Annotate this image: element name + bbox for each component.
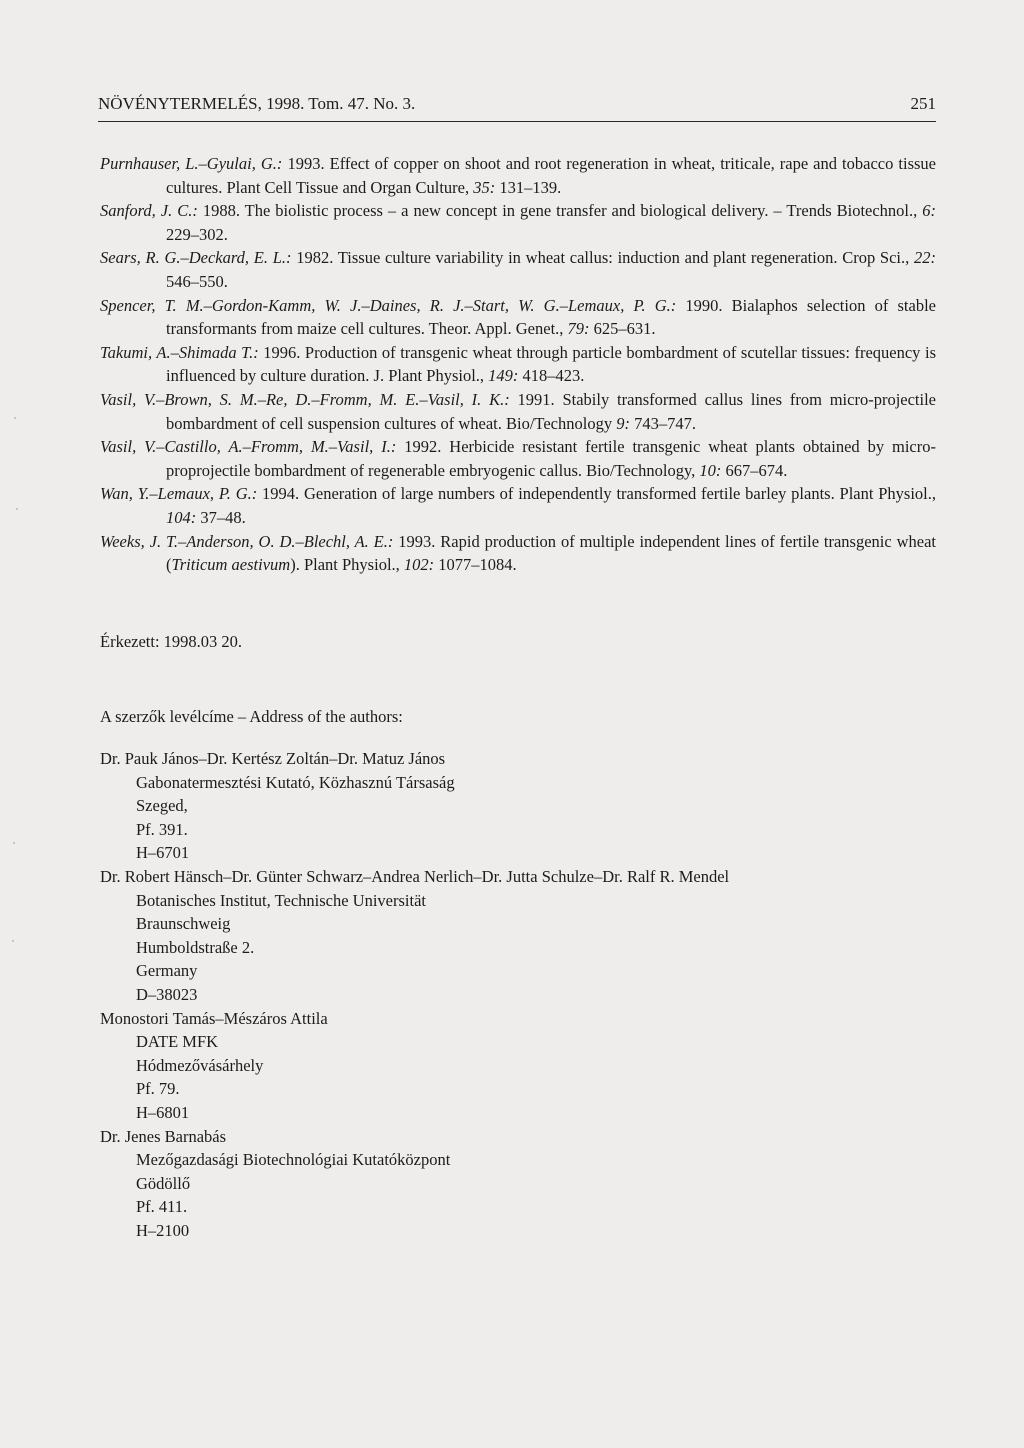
journal-citation: NÖVÉNYTERMELÉS, 1998. Tom. 47. No. 3. — [98, 94, 416, 113]
reference-pages: 667–674. — [721, 460, 788, 480]
reference-authors: Purnhauser, L.–Gyulai, G.: — [100, 154, 283, 173]
reference-authors: Vasil, V.–Castillo, A.–Fromm, M.–Vasil, I.: — [100, 437, 397, 457]
reference-entry — [100, 199, 936, 246]
address-line: D–38023 — [136, 984, 198, 1004]
address-line: Humboldstraße 2. — [136, 937, 255, 957]
scan-speck — [13, 842, 15, 844]
address-line: Pf. 411. — [136, 1197, 188, 1217]
reference-text: 1990. Bialaphos selection of stable transformants from maize cell cultures. Theor. Appl. Genet., — [166, 295, 936, 339]
address-heading: A szerzők levélcíme – Address of the authors: — [100, 707, 403, 726]
reference-list — [100, 152, 936, 577]
header-rule — [98, 121, 936, 122]
address-line: DATE MFK — [136, 1032, 219, 1052]
address-line: Szeged, — [136, 796, 188, 816]
reference-authors: Wan, Y.–Lemaux, P. G.: — [100, 484, 258, 504]
address-line: Gabonatermesztési Kutató, Közhasznú Társaság — [136, 772, 455, 792]
reference-text: 1996. Production of transgenic wheat through particle bombardment of scutellar tissues: frequency is influenced by culture duration. J. Plant Physiol., — [166, 342, 936, 386]
reference-entry — [100, 435, 936, 482]
address-line: Gödöllő — [136, 1173, 191, 1193]
scan-speck — [12, 940, 14, 942]
reference-volume: 9: — [616, 413, 630, 433]
author-addresses — [100, 747, 936, 1242]
reference-entry — [100, 530, 936, 577]
address-line: Braunschweig — [136, 914, 231, 934]
reference-entry — [100, 341, 936, 388]
scan-speck — [14, 417, 16, 419]
reference-pages: 229–302. — [166, 224, 228, 244]
running-header — [98, 93, 936, 115]
reference-pages: 131–139. — [495, 177, 562, 197]
address-line: H–6801 — [136, 1102, 190, 1122]
reference-text: 1982. Tissue culture variability in wheat callus: induction and plant regeneration. Crop Sci., — [291, 248, 914, 268]
address-line: Pf. 79. — [136, 1079, 180, 1099]
reference-pages: 37–48. — [196, 507, 246, 527]
scan-speck — [16, 508, 18, 510]
reference-volume: 22: — [914, 248, 936, 268]
reference-authors: Spencer, T. M.–Gordon-Kamm, W. J.–Daines, R. J.–Start, W. G.–Lemaux, P. G.: — [100, 295, 677, 315]
author-names: Dr. Jenes Barnabás — [100, 1126, 227, 1146]
reference-pages: 743–747. — [629, 413, 696, 433]
reference-species: Triticum aestivum — [171, 555, 291, 575]
reference-text: 1994. Generation of large numbers of independently transformed fertile barley plants. Plant Physiol., — [257, 484, 936, 504]
address-line: H–6701 — [136, 843, 190, 863]
reference-pages: 418–423. — [518, 366, 585, 386]
address-block — [100, 865, 936, 1007]
reference-text: ). Plant Physiol., — [290, 555, 404, 575]
address-line: Pf. 391. — [136, 819, 188, 839]
reference-volume: 35: — [473, 177, 496, 197]
reference-text: 1993. Effect of copper on shoot and root regeneration in wheat, triticale, rape and tobacco tissue cultures. Plant Cell Tissue and Organ Culture, — [166, 154, 936, 197]
author-names: Dr. Robert Hänsch–Dr. Günter Schwarz–Andrea Nerlich–Dr. Jutta Schulze–Dr. Ralf R. Mendel — [100, 866, 730, 886]
author-names: Dr. Pauk János–Dr. Kertész Zoltán–Dr. Matuz János — [100, 749, 446, 768]
reference-volume: 6: — [922, 201, 936, 221]
address-line: Hódmezővásárhely — [136, 1055, 264, 1075]
received-date: Érkezett: 1998.03 20. — [100, 632, 243, 651]
reference-entry — [100, 246, 936, 293]
reference-text: 1993. Rapid production of multiple independent lines of fertile transgenic wheat ( — [166, 531, 936, 575]
reference-entry — [100, 482, 936, 529]
address-line: H–2100 — [136, 1220, 190, 1240]
address-line: Mezőgazdasági Biotechnológiai Kutatóközpont — [136, 1150, 451, 1170]
address-block — [100, 747, 936, 865]
reference-authors: Takumi, A.–Shimada T.: — [100, 342, 259, 362]
address-line: Germany — [136, 961, 198, 981]
address-block — [100, 1125, 936, 1243]
reference-authors: Sears, R. G.–Deckard, E. L.: — [100, 248, 292, 268]
address-line: Botanisches Institut, Technische Universität — [136, 890, 426, 910]
author-names: Monostori Tamás–Mészáros Attila — [100, 1008, 328, 1028]
reference-volume: 149: — [488, 366, 519, 386]
reference-volume: 102: — [403, 555, 435, 575]
reference-volume: 104: — [166, 507, 197, 527]
reference-text: 1988. The biolistic process – a new concept in gene transfer and biological delivery. – Trends Biotechnol., — [197, 201, 923, 221]
reference-authors: Weeks, J. T.–Anderson, O. D.–Blechl, A. E.: — [100, 531, 394, 551]
page-number: 251 — [910, 94, 936, 113]
reference-entry — [100, 388, 936, 435]
reference-pages: 546–550. — [166, 271, 228, 291]
reference-volume: 10: — [699, 460, 722, 480]
reference-entry — [100, 294, 936, 341]
reference-text: 1991. Stabily transformed callus lines from micro-projectile bombardment of cell suspension cultures of wheat. Bio/Technology — [166, 389, 937, 433]
reference-text: 1992. Herbicide resistant fertile transgenic wheat plants obtained by micro-proprojectile bombardment of regenerable embryogenic callus. Bio/Technology, — [166, 437, 936, 480]
reference-pages: 625–631. — [589, 319, 656, 339]
reference-entry — [100, 152, 936, 199]
reference-authors: Vasil, V.–Brown, S. M.–Re, D.–Fromm, M. E.–Vasil, I. K.: — [100, 389, 510, 409]
reference-pages: 1077–1084. — [434, 555, 517, 575]
reference-authors: Sanford, J. C.: — [100, 201, 198, 221]
address-block — [100, 1007, 936, 1125]
reference-volume: 79: — [567, 319, 590, 339]
